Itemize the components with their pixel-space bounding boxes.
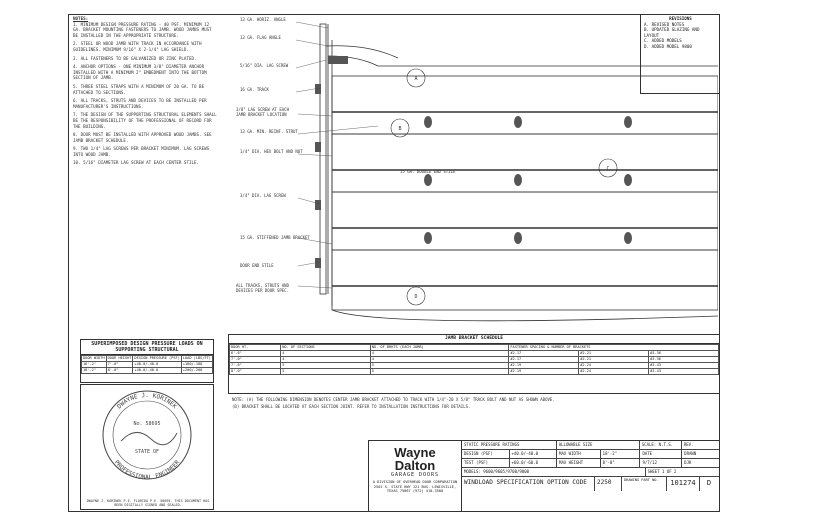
jamb-bracket-1: [315, 84, 321, 94]
callout-label: 13 GA. MIN. REINF. STRUT: [240, 129, 298, 134]
max-height-value: 8'-0": [601, 459, 641, 467]
door-section-1: [332, 76, 718, 134]
drawn-label: DRAWN: [684, 451, 697, 456]
door-section-4: [332, 250, 718, 310]
superimposed-grid: [81, 355, 213, 374]
table-header: DOOR HEIGHT: [107, 356, 132, 360]
table-cell: #3-43: [649, 363, 719, 369]
general-notes: [73, 16, 218, 334]
table-cell: 7'-6": [230, 363, 281, 369]
note-item: 2. STEEL OR WOOD JAMB WITH TRACK IN ACCORDANCE WITH GUIDELINES. MINIMUM 9/16" X 2-1/4" LAG SHIELD.: [73, 41, 202, 52]
allowable-size-label: ALLOWABLE SIZE: [557, 441, 640, 449]
option-code: 2250: [595, 477, 622, 491]
note-item: 8. DOOR MUST BE INSTALLED WITH APPROVED WOOD JAMBS. SEE JAMB BRACKET SCHEDULE.: [73, 132, 212, 143]
seal-bottom-text: PROFESSIONAL ENGINEER: [112, 459, 182, 481]
note-item: 6. ALL TRACKS, STRUTS AND DEVICES TO BE INSTALLED PER MANUFACTURER'S INSTRUCTIONS.: [73, 98, 207, 109]
rev-label: REV.: [683, 442, 694, 447]
seal-state: STATE OF: [134, 449, 160, 455]
superimposed-title: SUPERIMPOSED DESIGN PRESSURE LOADS ON SUPPORTING STRUCTURAL: [81, 340, 213, 355]
table-cell: #3-43: [649, 369, 719, 375]
jamb-note: NOTE: (A) THE FOLLOWING DIMENSION DENOTES CENTER JAMB BRACKET ATTACHED TO TRACK WITH 1/4"-20 X 5/8" TRACK BOLT AND NUT AS SHOWN ABOVE.: [232, 397, 555, 402]
table-cell: 8'-0": [230, 369, 281, 375]
table-header: DESIGN PRESSURE (PSF): [134, 356, 180, 360]
jamb-bracket-4: [315, 258, 321, 268]
seal-legend: DWAYNE J. KORINEK P.E. FLORIDA P.E. 58695. THIS DOCUMENT HAS BEEN DIGITALLY SIGNED AND SEALED.: [86, 498, 210, 507]
table-cell: 4: [281, 351, 371, 357]
callout-label: DOOR END STILE: [240, 263, 274, 268]
revisions-title: REVISIONS: [669, 16, 692, 21]
door-section-3: [332, 192, 718, 250]
superimposed-loads-table: [80, 339, 214, 383]
table-cell: #2-24: [579, 369, 649, 375]
note-item: 7. THE DESIGN OF THE SUPPORTING STRUCTURAL ELEMENTS SHALL BE THE RESPONSIBILITY OF THE PROFESSIONAL OF RECORD FOR THE BUILDING.: [73, 112, 217, 129]
detail-label-b: B: [398, 126, 402, 132]
test-label: TEST (PSF): [462, 459, 510, 467]
table-header: DOOR HT.: [230, 345, 281, 351]
callout-label: 5/16" DIA. LAG SCREW: [240, 63, 289, 68]
jamb-note: (B) BRACKET SHALL BE LOCATED AT EACH SECTION JOINT. REFER TO INSTALLATION INSTRUCTIONS FOR DETAILS.: [232, 404, 471, 409]
table-header: LOAD (LBS/FT): [182, 356, 211, 360]
table-header: DOOR WIDTH: [83, 356, 105, 360]
design-label: DESIGN (PSF): [462, 450, 510, 458]
table-cell: 8'-0": [106, 368, 133, 374]
table-cell: +200/-200: [181, 368, 212, 374]
company-address: A DIVISION OF OVERHEAD DOOR CORPORATION 2501 S. STATE HWY 121 BUS. LEWISVILLE, TEXAS 75067 (972) 410-3500: [372, 480, 458, 494]
drawing-part-label: DRAWING PART NO.: [622, 477, 667, 491]
company-logo-block: [368, 440, 462, 512]
table-cell: 4: [370, 351, 509, 357]
detail-label-d: D: [414, 294, 418, 300]
table-cell: 5: [281, 363, 371, 369]
rev-value: D: [706, 479, 712, 487]
table-cell: 16'-2": [82, 362, 107, 368]
scale-label: SCALE: N.T.S.: [640, 441, 682, 449]
table-cell: #2-17: [509, 351, 579, 357]
table-cell: 4: [370, 357, 509, 363]
seal-license: No. 58695: [133, 421, 161, 427]
design-value: +40.0/-40.0: [510, 450, 558, 458]
windload-spec-label: WINDLOAD SPECIFICATION OPTION CODE: [462, 477, 595, 491]
brand-tagline: GARAGE DOORS: [390, 472, 440, 478]
door-section-2: [332, 134, 718, 192]
callout-label: 13 GA. FLAG ANGLE: [240, 35, 281, 40]
table-cell: #3-36: [649, 351, 719, 357]
jamb-schedule-title: JAMB BRACKET SCHEDULE: [229, 335, 719, 344]
drawn-value: DJK: [684, 460, 692, 465]
notes-heading: NOTES:: [73, 16, 89, 21]
table-cell: 4: [281, 357, 371, 363]
drawing-part-number: 101274: [667, 477, 700, 491]
max-height-label: MAX HEIGHT: [557, 459, 601, 467]
revision-item: D. ADDED MODEL 9800: [644, 43, 692, 49]
table-cell: +40.0/-40.0: [133, 362, 181, 368]
brand-name-line1: Wayne: [394, 445, 436, 460]
pe-seal: [81, 385, 213, 485]
table-row: [82, 368, 213, 374]
callout-label: 13 GA. HORIZ. ANGLE: [240, 17, 286, 22]
revision-item: A. REVISED NOTES: [644, 21, 685, 27]
note-item: 3. ALL FASTENERS TO BE GALVANIZED OR ZINC PLATED.: [73, 55, 197, 61]
date-value: 9/7/12: [640, 459, 682, 467]
table-cell: 6'-6": [230, 351, 281, 357]
detail-label-a: A: [414, 76, 418, 82]
max-width-label: MAX WIDTH: [557, 450, 601, 458]
jamb-bracket-schedule: [228, 334, 720, 394]
callout-label: 15 GA. STIFFENED JAMB BRACKET: [240, 235, 310, 240]
table-cell: #2-19: [509, 363, 579, 369]
callout-label: 1/4" DIA. HEX BOLT AND NUT: [240, 149, 303, 154]
seal-top-text: DWAYNE J. KORINEK: [115, 392, 179, 411]
table-header: NO. OF BRKTS (EACH JAMB): [370, 345, 509, 351]
table-cell: #2-24: [579, 363, 649, 369]
brand-name-line2: Dalton: [394, 458, 436, 473]
callout-label: 16 GA. TRACK: [240, 87, 269, 92]
jamb-schedule-notes: [232, 396, 718, 410]
date-label: DATE: [640, 450, 682, 458]
jamb-bracket-2: [315, 142, 321, 152]
table-header: NO. OF SECTIONS: [281, 345, 371, 351]
revision-item: B. UPDATED GLAZING AND LAYOUT: [644, 27, 700, 38]
callout-label: 15 GA. DOUBLE END STILE: [400, 169, 456, 174]
top-bracket: [328, 56, 348, 64]
title-block: [462, 440, 720, 512]
table-row: [82, 356, 213, 362]
table-cell: 18'-2": [82, 368, 107, 374]
table-cell: 5: [281, 369, 371, 375]
jamb-bracket-3: [315, 200, 321, 210]
svg-text:PROFESSIONAL ENGINEER: [113, 459, 182, 481]
callout-label: 3/8" LAG SCREW AT EACH JAMB BRACKET LOCATION: [236, 107, 289, 117]
table-cell: 7'-0": [230, 357, 281, 363]
revision-item: C. ADDED MODELS: [644, 38, 682, 44]
table-cell: #2-21: [579, 351, 649, 357]
table-cell: 7'-0": [106, 362, 133, 368]
static-pressure-label: STATIC PRESSURE RATINGS: [462, 441, 557, 449]
table-cell: #2-19: [509, 369, 579, 375]
callout-label: 3/4" DIA. LAG SCREW: [240, 193, 286, 198]
table-cell: 5: [370, 369, 509, 375]
table-cell: 5: [370, 363, 509, 369]
signature-mark: [121, 432, 177, 444]
note-item: 10. 5/16" DIAMETER LAG SCREW AT EACH CENTER STILE.: [73, 160, 200, 166]
table-cell: +40.0/-40.0: [133, 368, 181, 374]
detail-label-c: C: [606, 166, 610, 172]
table-cell: #2-21: [579, 357, 649, 363]
note-item: 4. ANCHOR OPTIONS - ONE MINIMUM 3/8" DIAMETER ANCHOR INSTALLED WITH A MINIMUM 2" EMBEDMENT INTO THE BOTTOM SECTION OF JAMB.: [73, 64, 207, 81]
table-header: FASTENER SPACING & NUMBER OF BRACKETS: [509, 345, 719, 351]
test-value: +60.0/-60.0: [510, 459, 558, 467]
table-cell: #2-17: [509, 357, 579, 363]
note-item: 9. TWO 1/4" LAG SCREWS PER BRACKET MINIMUM. LAG SCREWS INTO WOOD JAMB.: [73, 146, 210, 157]
note-item: 1. MINIMUM DESIGN PRESSURE RATING - 40 PSF. MINIMUM 12 GA. BRACKET MOUNTING FASTENERS TO JAMB. WOOD JAMBS MUST BE INSTALLED IN THE APPROPRIATE STRUCTURE.: [73, 21, 212, 38]
callout-label: ALL TRACKS, STRUTS AND DEVICES PER DOOR SPEC.: [236, 283, 289, 293]
table-row: [230, 369, 719, 375]
models-label: MODELS: 9600/9605/9700/9800: [462, 468, 646, 476]
vertical-track: [320, 24, 326, 294]
engineer-seal-block: [80, 384, 214, 510]
sheet-label: SHEET 1 OF 2: [647, 469, 677, 474]
max-width-value: 18'-2": [601, 450, 641, 458]
jamb-schedule-table: [229, 344, 719, 375]
table-cell: #3-36: [649, 357, 719, 363]
table-cell: +180/-180: [181, 362, 212, 368]
note-item: 5. THREE STEEL STRAPS WITH A MINIMUM OF 20 GA. TO BE ATTACHED TO SECTIONS.: [73, 83, 205, 95]
